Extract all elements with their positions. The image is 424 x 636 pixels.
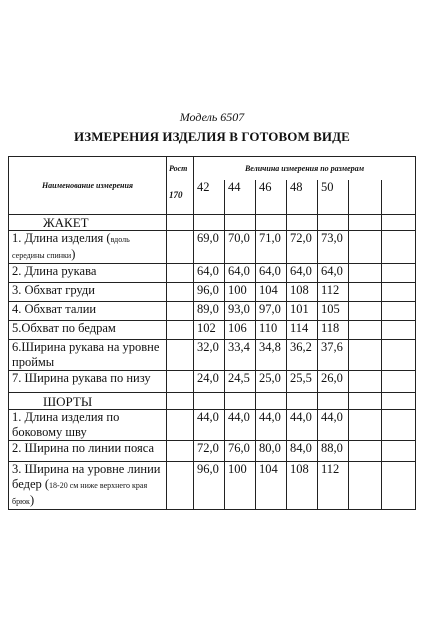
table-row	[9, 441, 416, 462]
value-cell: 104	[256, 462, 287, 510]
value-cell	[382, 441, 416, 462]
size-cell	[382, 180, 416, 215]
value-cell: 96,0	[194, 462, 225, 510]
empty-cell	[287, 215, 318, 231]
rost-cell	[167, 321, 194, 340]
size-cell: 50	[318, 180, 349, 215]
empty-cell	[287, 393, 318, 410]
value-cell: 118	[318, 321, 349, 340]
value-cell: 26,0	[318, 371, 349, 393]
value-cell: 101	[287, 302, 318, 321]
empty-cell	[256, 393, 287, 410]
value-cell	[382, 410, 416, 441]
empty-cell	[225, 215, 256, 231]
header-name-label: Наименование измерения	[41, 181, 134, 190]
empty-cell	[167, 393, 194, 410]
value-cell: 72,0	[194, 441, 225, 462]
value-cell: 100	[225, 462, 256, 510]
value-cell	[349, 283, 382, 302]
empty-cell	[225, 393, 256, 410]
rost-cell	[167, 231, 194, 264]
value-cell: 32,0	[194, 340, 225, 371]
value-cell: 64,0	[194, 264, 225, 283]
rost-cell	[167, 264, 194, 283]
empty-cell	[256, 215, 287, 231]
value-cell: 93,0	[225, 302, 256, 321]
value-cell: 100	[225, 283, 256, 302]
measure-name: 1. Длина изделия (вдоль середины спинки)	[9, 231, 167, 264]
table-row	[9, 410, 416, 441]
section-row	[9, 393, 416, 410]
rost-cell	[167, 371, 194, 393]
size-cell: 44	[225, 180, 256, 215]
value-cell: 37,6	[318, 340, 349, 371]
empty-cell	[349, 215, 382, 231]
value-cell: 76,0	[225, 441, 256, 462]
value-cell	[382, 283, 416, 302]
measure-name: 5.Обхват по бедрам	[9, 321, 167, 340]
value-cell: 112	[318, 462, 349, 510]
value-cell	[382, 264, 416, 283]
value-cell	[349, 410, 382, 441]
empty-cell	[349, 393, 382, 410]
empty-cell	[318, 215, 349, 231]
measure-name: 2. Длина рукава	[9, 264, 167, 283]
value-cell: 44,0	[256, 410, 287, 441]
value-cell: 106	[225, 321, 256, 340]
value-cell: 64,0	[256, 264, 287, 283]
rost-cell	[167, 441, 194, 462]
table-row	[9, 302, 416, 321]
header-rost-label: Рост	[169, 164, 188, 173]
value-cell: 73,0	[318, 231, 349, 264]
value-cell: 44,0	[318, 410, 349, 441]
value-cell: 44,0	[225, 410, 256, 441]
value-cell	[349, 462, 382, 510]
value-cell: 24,0	[194, 371, 225, 393]
rost-cell	[167, 283, 194, 302]
table-row	[9, 321, 416, 340]
value-cell: 25,5	[287, 371, 318, 393]
value-cell: 96,0	[194, 283, 225, 302]
table-row	[9, 371, 416, 393]
empty-cell	[318, 393, 349, 410]
value-cell	[349, 302, 382, 321]
section-title-shorts: ШОРТЫ	[9, 393, 167, 410]
value-cell: 97,0	[256, 302, 287, 321]
value-cell: 102	[194, 321, 225, 340]
value-cell: 71,0	[256, 231, 287, 264]
page-title: ИЗМЕРЕНИЯ ИЗДЕЛИЯ В ГОТОВОМ ВИДЕ	[74, 129, 350, 144]
rost-cell	[167, 462, 194, 510]
value-cell: 25,0	[256, 371, 287, 393]
section-title-jacket: ЖАКЕТ	[9, 215, 167, 231]
value-cell: 69,0	[194, 231, 225, 264]
measure-name: 6.Ширина рукава на уровне проймы	[9, 340, 167, 371]
rost-cell	[167, 340, 194, 371]
value-cell: 64,0	[287, 264, 318, 283]
value-cell: 105	[318, 302, 349, 321]
measure-name: 3. Ширина на уровне линии бедер (18-20 см ниже верхнего края брюк)	[9, 462, 167, 510]
empty-cell	[194, 393, 225, 410]
value-cell: 110	[256, 321, 287, 340]
header-name-cell	[9, 157, 167, 215]
value-cell: 44,0	[287, 410, 318, 441]
value-cell	[382, 231, 416, 264]
value-cell: 84,0	[287, 441, 318, 462]
table-row	[9, 264, 416, 283]
header-rost-value: 170	[169, 190, 183, 200]
value-cell: 104	[256, 283, 287, 302]
size-cell: 42	[194, 180, 225, 215]
measure-name: 7. Ширина рукава по низу	[9, 371, 167, 393]
section-row	[9, 215, 416, 231]
value-cell: 80,0	[256, 441, 287, 462]
value-cell	[349, 264, 382, 283]
value-cell: 88,0	[318, 441, 349, 462]
table-row	[9, 462, 416, 510]
rost-cell	[167, 302, 194, 321]
value-cell	[349, 321, 382, 340]
measure-name: 1. Длина изделия по боковому шву	[9, 410, 167, 441]
value-cell: 89,0	[194, 302, 225, 321]
value-cell	[382, 321, 416, 340]
value-cell	[382, 371, 416, 393]
size-cell: 46	[256, 180, 287, 215]
value-cell: 24,5	[225, 371, 256, 393]
value-cell: 72,0	[287, 231, 318, 264]
measure-name: 3. Обхват груди	[9, 283, 167, 302]
empty-cell	[194, 215, 225, 231]
rost-cell	[167, 410, 194, 441]
value-cell: 114	[287, 321, 318, 340]
table-row	[9, 231, 416, 264]
value-cell	[382, 340, 416, 371]
value-cell: 112	[318, 283, 349, 302]
value-cell	[382, 462, 416, 510]
measure-name: 4. Обхват талии	[9, 302, 167, 321]
value-cell: 108	[287, 283, 318, 302]
table-row	[9, 340, 416, 371]
size-cell: 48	[287, 180, 318, 215]
empty-cell	[382, 215, 416, 231]
value-cell: 44,0	[194, 410, 225, 441]
value-cell	[349, 340, 382, 371]
value-cell: 64,0	[318, 264, 349, 283]
value-cell	[349, 441, 382, 462]
table-row	[9, 283, 416, 302]
model-number: Модель 6507	[179, 110, 245, 124]
empty-cell	[167, 215, 194, 231]
value-cell: 33,4	[225, 340, 256, 371]
value-cell: 108	[287, 462, 318, 510]
value-cell	[349, 231, 382, 264]
measurements-table	[8, 156, 416, 510]
value-cell: 34,8	[256, 340, 287, 371]
measure-name: 2. Ширина по линии пояса	[9, 441, 167, 462]
empty-cell	[382, 393, 416, 410]
header-rost-cell	[167, 157, 194, 215]
value-cell	[349, 371, 382, 393]
value-cell: 70,0	[225, 231, 256, 264]
header-size-label: Величина измерения по размерам	[194, 157, 416, 180]
value-cell	[382, 302, 416, 321]
value-cell: 36,2	[287, 340, 318, 371]
value-cell: 64,0	[225, 264, 256, 283]
size-cell	[349, 180, 382, 215]
